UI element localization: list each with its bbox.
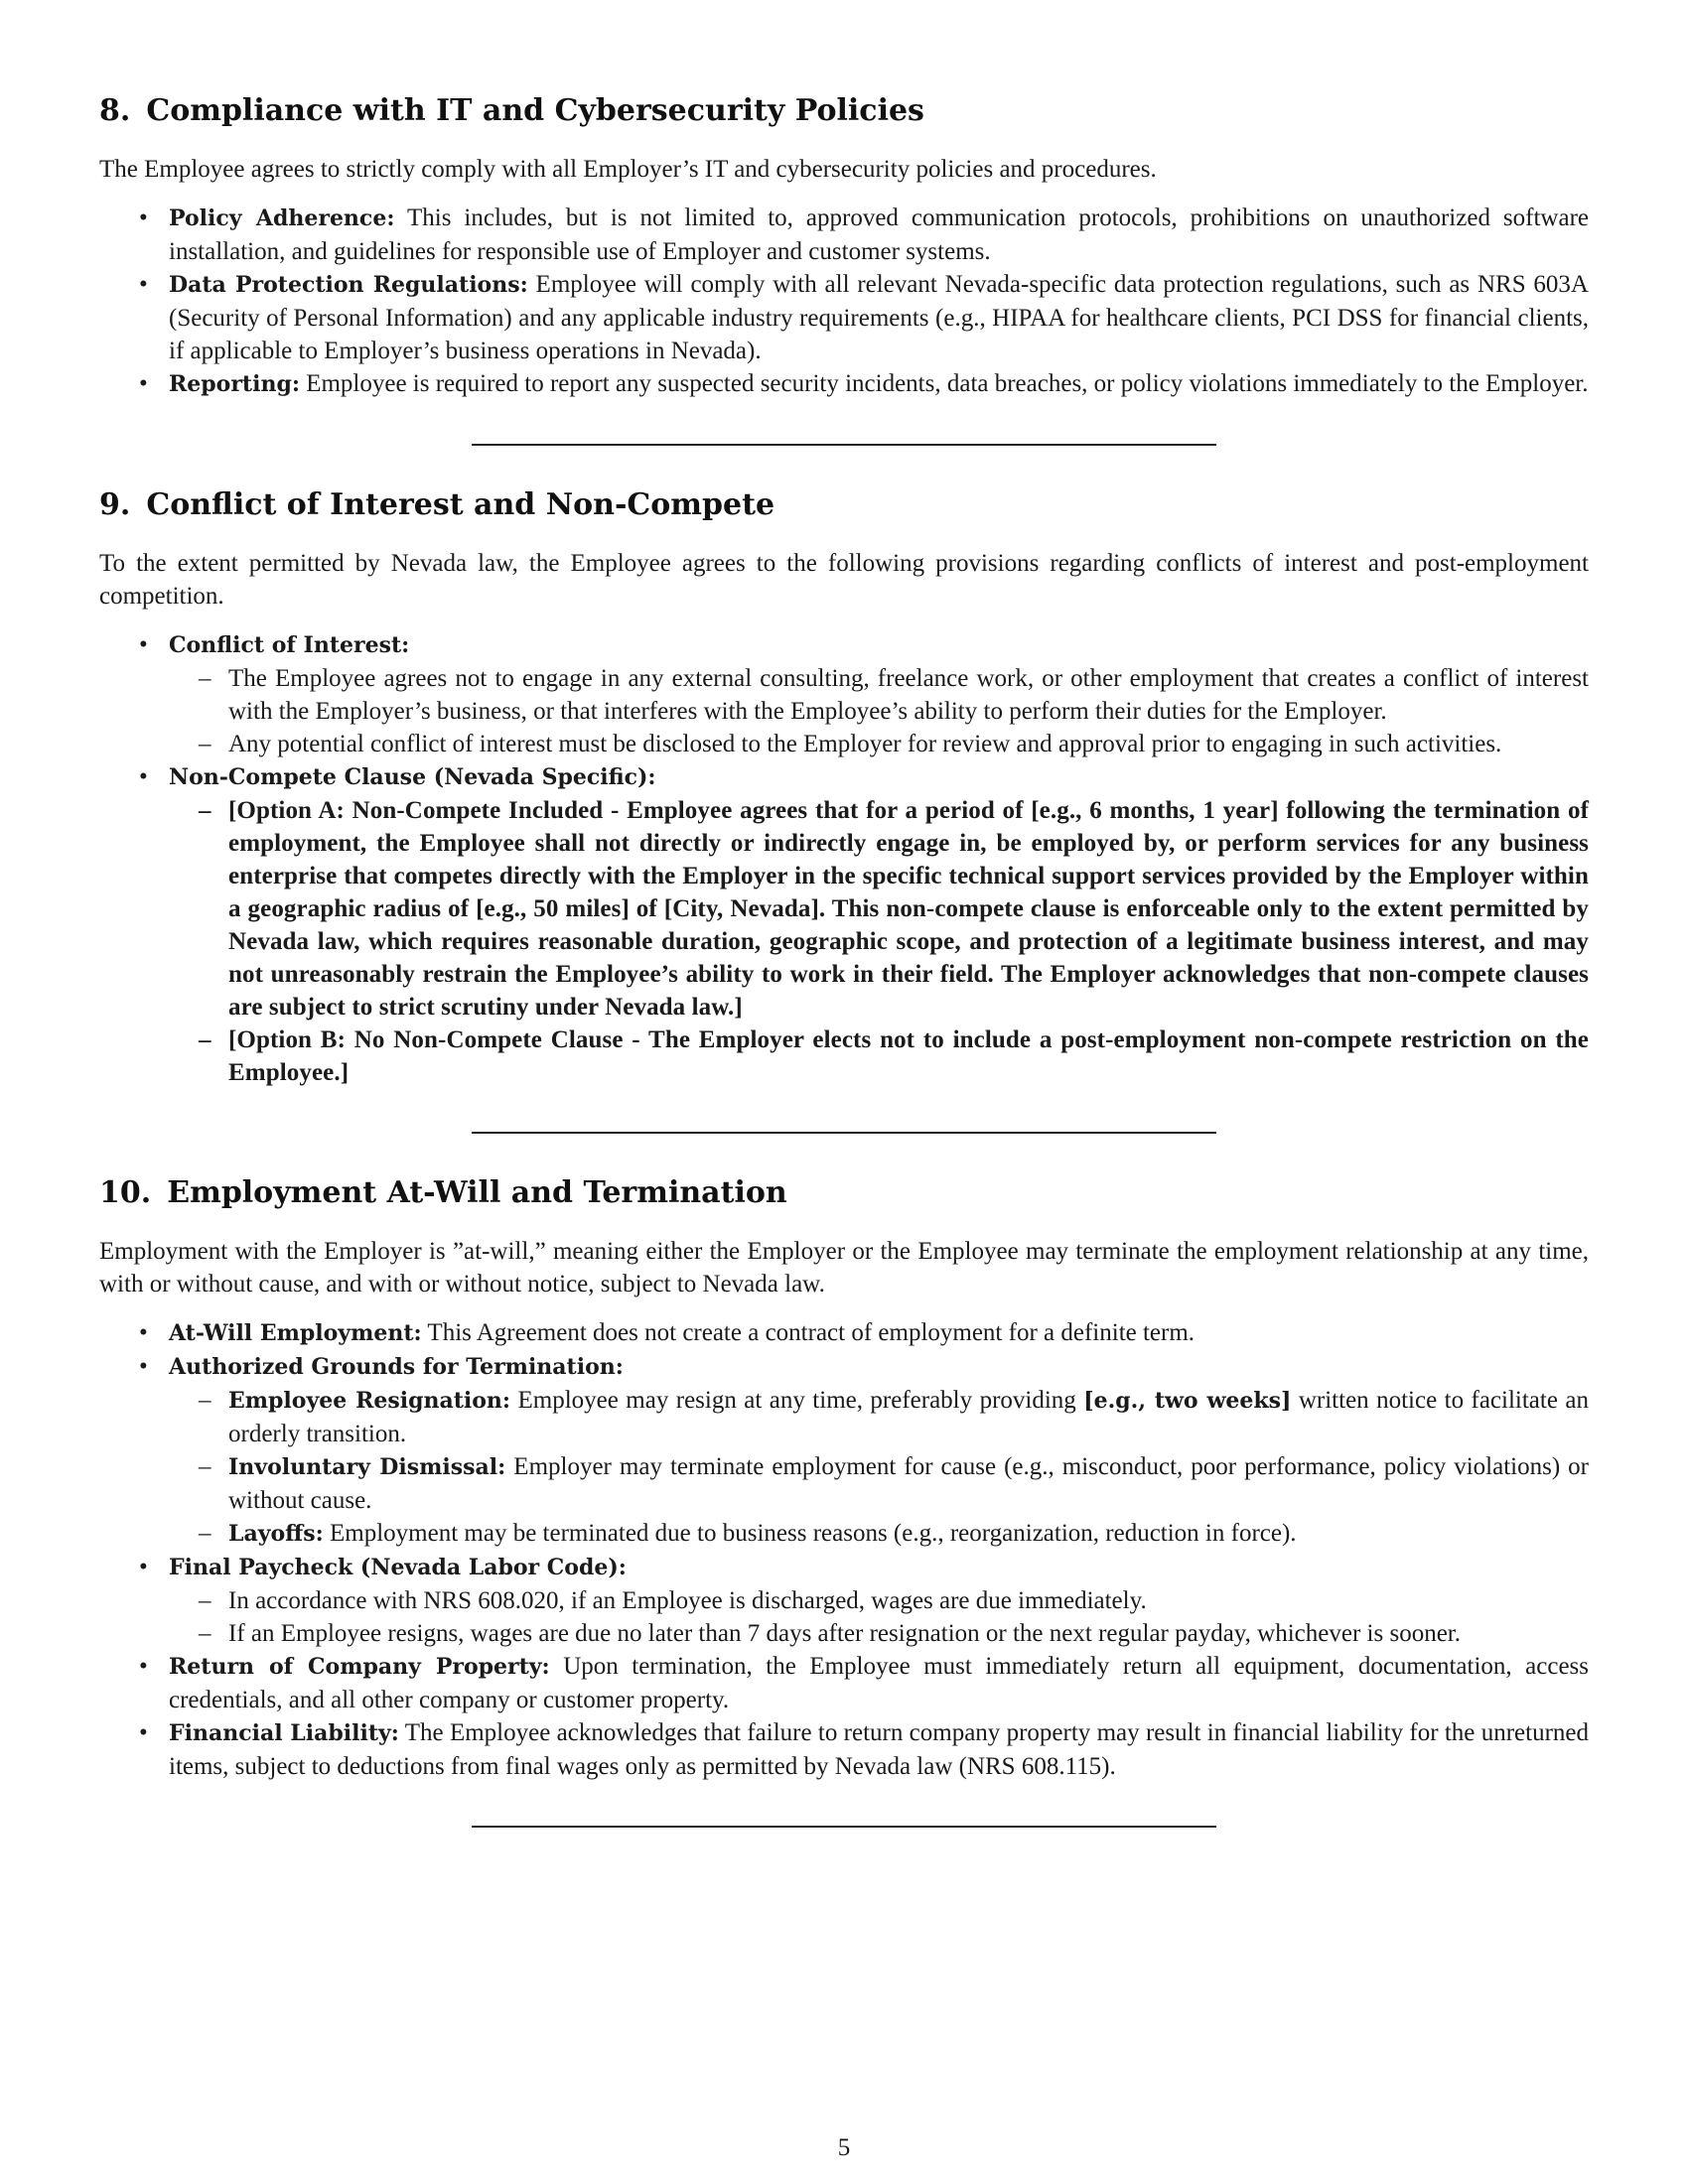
list-item-label: At-Will Employment: [169, 1320, 422, 1346]
section-9-heading [99, 485, 1589, 525]
sublist-item-label: Employee Resignation: [228, 1388, 511, 1414]
section-10-number: 10. [99, 1175, 152, 1210]
sublist-item-resignation [169, 1384, 1589, 1450]
list-item-text: This includes, but is not limited to, approved communication protocols, prohibitions on unauthorized software installation, and guidelines for responsible use of Employer and customer systems. [169, 205, 1589, 265]
page-number: 5 [837, 2134, 851, 2161]
list-item-label: Final Paycheck (Nevada Labor Code): [169, 1555, 627, 1580]
list-item-financial-liability [99, 1716, 1589, 1783]
section-8-intro: The Employee agrees to strictly comply with all Employer’s IT and cybersecurity policies and procedures. [99, 156, 1157, 183]
list-item-label: Data Protection Regulations: [169, 272, 528, 298]
list-item-label: Non-Compete Clause (Nevada Specific): [169, 764, 656, 790]
list-item-conflict-of-interest [99, 628, 1589, 760]
list-item-label: Policy Adherence: [169, 205, 395, 231]
section-8-list [99, 202, 1589, 401]
document-page [99, 91, 1589, 1828]
list-item-at-will [99, 1316, 1589, 1350]
option-b-clause: – [Option B: No Non-Compete Clause - The Employer elects not to include a post-employment non-compete restriction on the Employee.] [169, 1024, 1589, 1089]
list-item-grounds [99, 1350, 1589, 1551]
list-item-label: Return of Company Property: [169, 1654, 550, 1680]
option-a-clause: – [Option A: Non-Compete Included - Employee agrees that for a period of [e.g., 6 months, 1 year] following the termination of employment, the Employee shall not directly or indirectly engage in, be employed by, or perform services for any business enterprise that competes directly with the Employer in the specific technical support services provided by the Employer within a geographic radius of [e.g., 50 miles] of [City, Nevada]. This non-compete clause is enforceable only to the extent permitted by Nevada law, which requires reasonable duration, geographic scope, and protection of a legitimate business interest, and may not unreasonably restrain the Employee’s ability to work in their field. The Employer acknowledges that non-compete clauses are subject to strict scrutiny under Nevada law.] [169, 794, 1589, 1024]
bracket-placeholder: [e.g., two weeks] [1083, 1388, 1292, 1414]
grounds-sublist [169, 1384, 1589, 1551]
non-compete-sublist [169, 794, 1589, 1089]
sublist-item: – In accordance with NRS 608.020, if an Employee is discharged, wages are due immediately. [169, 1584, 1589, 1617]
list-item-text: Employee will comply with all relevant Nevada-specific data protection regulations, such as NRS 603A (Security of Personal Information) and any applicable industry requirements (e.g., HIPAA for healthcare clients, PCI DSS for financial clients, if applicable to Employer’s business operations in Nevada). [169, 271, 1589, 364]
sublist-item: – Any potential conflict of interest must be disclosed to the Employer for review and approval prior to engaging in such activities. [169, 728, 1589, 760]
paycheck-sublist [169, 1584, 1589, 1650]
list-item-policy-adherence [99, 202, 1589, 268]
list-item-non-compete [99, 760, 1589, 1089]
sublist-item-label: Layoffs: [228, 1521, 324, 1547]
sublist-item: – If an Employee resigns, wages are due no later than 7 days after resignation or the next regular payday, whichever is sooner. [169, 1617, 1589, 1650]
section-10-intro: Employment with the Employer is ”at-will,” meaning either the Employer or the Employee may terminate the employment relationship at any time, with or without cause, and with or without notice, subject to Nevada law. [99, 1238, 1589, 1297]
section-10-heading [99, 1173, 1589, 1213]
section-10-title: Employment At-Will and Termination [167, 1175, 787, 1210]
section-8-heading [99, 91, 1589, 131]
sublist-item-text: written notice to facilitate an orderly transition. [228, 1387, 1589, 1447]
sublist-item-label: Involuntary Dismissal: [228, 1454, 506, 1480]
section-8-title: Compliance with IT and Cybersecurity Policies [146, 93, 924, 128]
sublist-item: – The Employee agrees not to engage in any external consulting, freelance work, or other employment that creates a conflict of interest with the Employer’s business, or that interferes with the Employee’s ability to perform their duties for the Employer. [169, 662, 1589, 728]
list-item-reporting [99, 367, 1589, 401]
section-9-intro: To the extent permitted by Nevada law, the Employee agrees to the following provisions regarding conflicts of interest and post-employment competition. [99, 550, 1589, 610]
sublist-item-layoffs [169, 1517, 1589, 1551]
sublist-item-text: Employer may terminate employment for cause (e.g., misconduct, poor performance, policy violations) or without cause. [228, 1453, 1589, 1514]
list-item-return-property [99, 1650, 1589, 1716]
section-divider [472, 1826, 1216, 1828]
list-item-label: Financial Liability: [169, 1720, 399, 1746]
list-item-label: Reporting: [169, 371, 300, 397]
list-item-text: Employee is required to report any suspected security incidents, data breaches, or policy violations immediately to the Employer. [299, 370, 1589, 397]
sublist-item-dismissal [169, 1450, 1589, 1517]
section-9-title: Conflict of Interest and Non-Compete [146, 487, 775, 522]
section-9-number: 9. [99, 487, 131, 522]
section-8-number: 8. [99, 93, 131, 128]
list-item-text: Upon termination, the Employee must immediately return all equipment, documentation, access credentials, and all other company or customer property. [169, 1653, 1589, 1713]
section-10-list [99, 1316, 1589, 1783]
list-item-final-paycheck [99, 1551, 1589, 1650]
list-item-data-protection [99, 268, 1589, 367]
list-item-text: The Employee acknowledges that failure to return company property may result in financial liability for the unreturned items, subject to deductions from final wages only as permitted by Nevada law (NRS 608.115). [169, 1719, 1589, 1780]
list-item-label: Authorized Grounds for Termination: [169, 1354, 624, 1380]
list-item-label: Conflict of Interest: [169, 632, 410, 658]
sublist-item-text: Employee may resign at any time, preferably providing [510, 1387, 1084, 1414]
list-item-text: This Agreement does not create a contract of employment for a definite term. [421, 1319, 1196, 1346]
sublist-item-text: Employment may be terminated due to business reasons (e.g., reorganization, reduction in force). [323, 1520, 1297, 1547]
section-9-list [99, 628, 1589, 1089]
coi-sublist [169, 662, 1589, 760]
